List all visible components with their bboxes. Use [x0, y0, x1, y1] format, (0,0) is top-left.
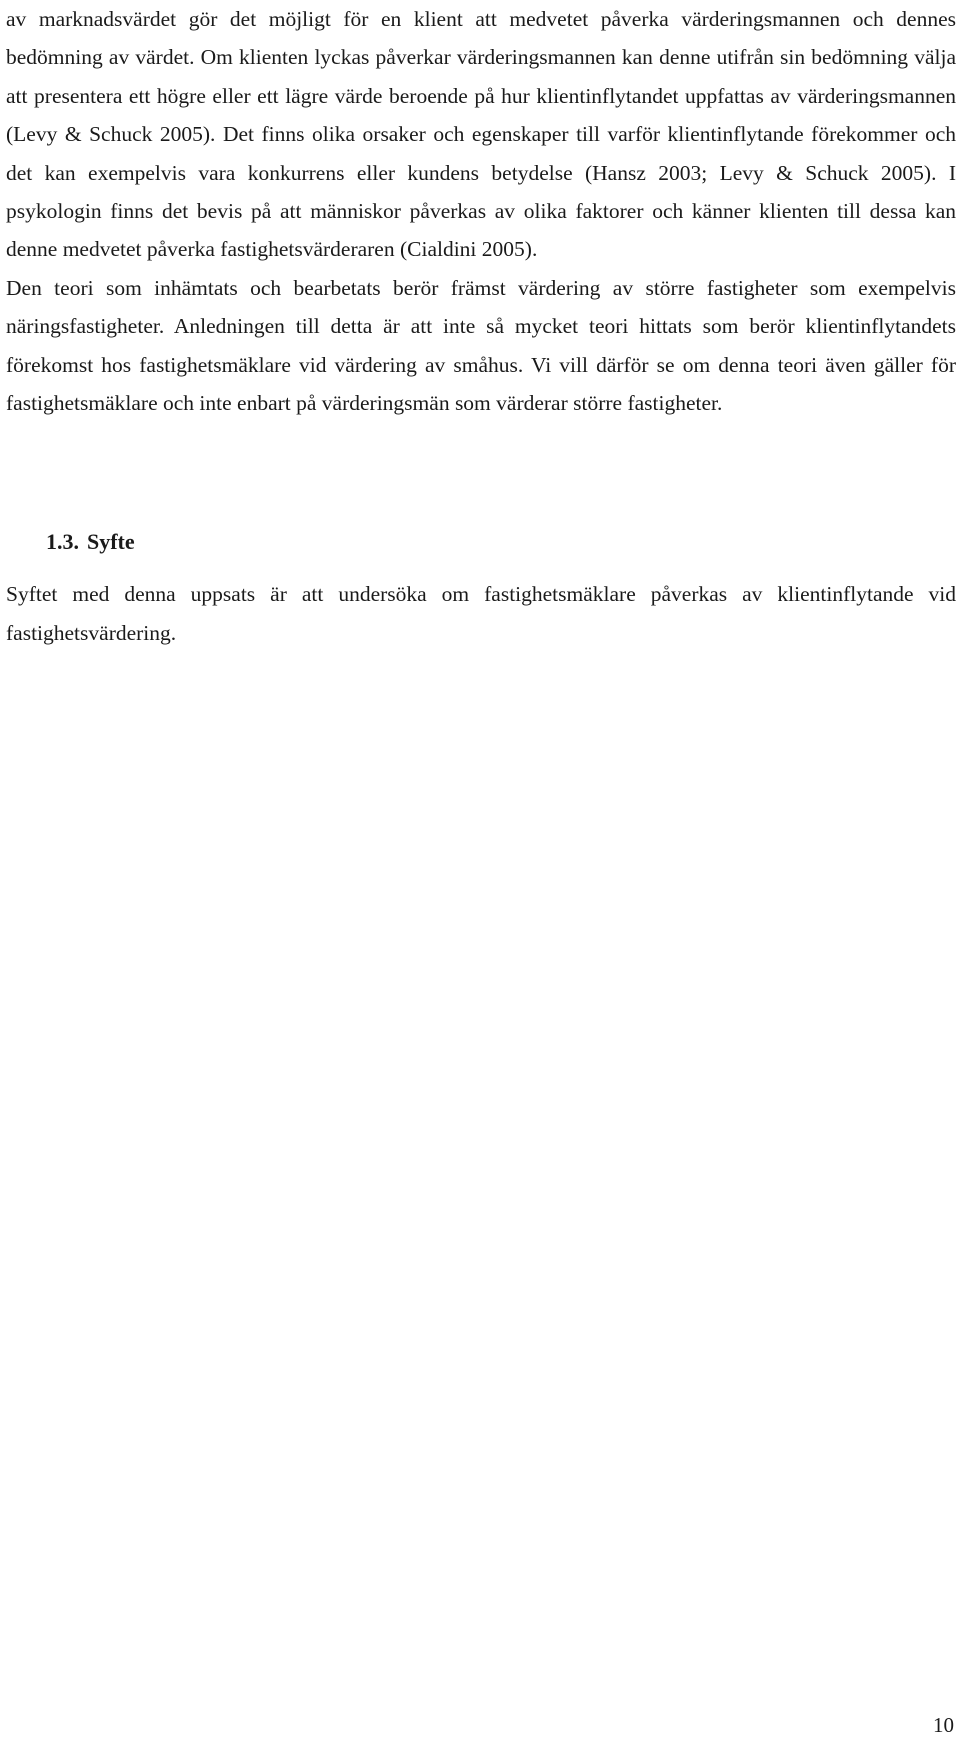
paragraph-purpose: Syftet med denna uppsats är att undersöka om fastighetsmäklare påverkas av klientinflytande vid fastighetsvärdering.: [6, 582, 956, 645]
paragraph-client-influence: av marknadsvärdet gör det möjligt för en klient att medvetet påverka värderingsmannen och dennes bedömning av värdet. Om klienten lyckas påverkar värderingsmannen kan denne utifrån sin bedömning välja att presentera ett högre eller ett lägre värde beroende på hur klientinflytandet uppfattas av värderingsmannen (Levy & Schuck 2005). Det finns olika orsaker och egenskaper till varför klientinflytande förekommer och det kan exempelvis vara konkurrens eller kundens betydelse (Hansz 2003; Levy & Schuck 2005). I psykologin finns det bevis på att människor påverkas av olika faktorer och känner klienten till dessa kan denne medvetet påverka fastighetsvärderaren (Cialdini 2005).: [6, 7, 956, 262]
page-number: 10: [933, 1713, 954, 1737]
page-content: [6, 0, 956, 652]
section-number: 1.3.: [46, 529, 79, 555]
section-title: Syfte: [87, 529, 135, 555]
section-heading-syfte: [46, 527, 956, 557]
paragraph-theory-scope: Den teori som inhämtats och bearbetats berör främst värdering av större fastigheter som exempelvis näringsfastigheter. Anledningen till detta är att inte så mycket teori hittats som berör klientinflytandets förekomst hos fastighetsmäklare vid värdering av småhus. Vi vill därför se om denna teori även gäller för fastighetsmäklare och inte enbart på värderingsmän som värderar större fastigheter.: [6, 275, 956, 416]
